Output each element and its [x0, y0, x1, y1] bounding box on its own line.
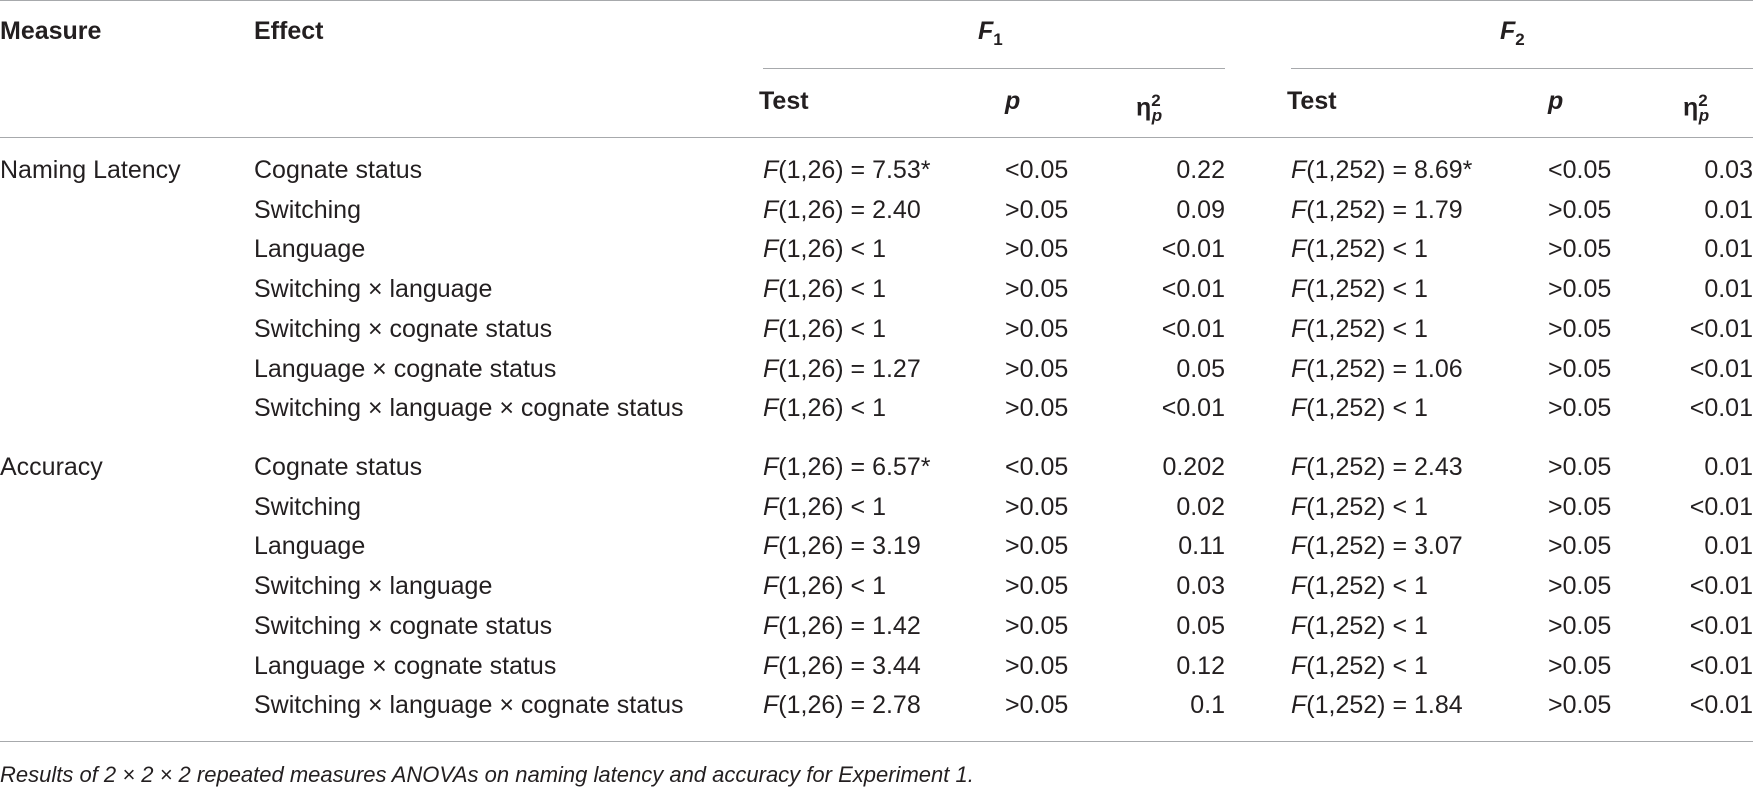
f2-test-cell: F(1,252) < 1: [1291, 493, 1428, 521]
effect-cell: Language: [254, 532, 366, 560]
f1-p-cell: >0.05: [1005, 394, 1069, 422]
f2-p-cell: >0.05: [1548, 315, 1612, 343]
effect-cell: Language: [254, 235, 366, 263]
f1-p-cell: >0.05: [1005, 493, 1069, 521]
header-f1-eta: $\eta^2_p$: [1136, 91, 1163, 126]
f1-test-cell: F(1,26) = 6.57*: [763, 453, 931, 481]
f2-p-cell: >0.05: [1548, 691, 1612, 719]
f2-p-cell: >0.05: [1548, 394, 1612, 422]
f2-eta-cell: 0.01: [1704, 532, 1753, 560]
f2-p-cell: >0.05: [1548, 612, 1612, 640]
effect-cell: Language × cognate status: [254, 652, 557, 680]
f2-eta-cell: 0.01: [1704, 235, 1753, 263]
f2-p-cell: >0.05: [1548, 196, 1612, 224]
header-measure: Measure: [0, 17, 102, 45]
f2-p-cell: >0.05: [1548, 355, 1612, 383]
f1-p-cell: >0.05: [1005, 652, 1069, 680]
f1-p-cell: <0.05: [1005, 453, 1069, 481]
f1-test-cell: F(1,26) = 3.44: [763, 652, 921, 680]
f2-eta-cell: 0.01: [1704, 275, 1753, 303]
f2-p-cell: >0.05: [1548, 453, 1612, 481]
f2-eta-cell: 0.01: [1704, 453, 1753, 481]
f1-test-cell: F(1,26) < 1: [763, 315, 886, 343]
f1-p-cell: >0.05: [1005, 532, 1069, 560]
effect-cell: Language × cognate status: [254, 355, 557, 383]
header-f1-test: Test: [759, 87, 809, 115]
f2-p-cell: >0.05: [1548, 493, 1612, 521]
f1-p-cell: >0.05: [1005, 315, 1069, 343]
f1-test-cell: F(1,26) < 1: [763, 572, 886, 600]
header-f1-p: p: [1005, 87, 1021, 115]
f2-eta-cell: 0.01: [1704, 196, 1753, 224]
f1-eta-cell: <0.01: [1161, 235, 1225, 263]
f2-p-cell: >0.05: [1548, 572, 1612, 600]
f2-eta-cell: <0.01: [1689, 355, 1753, 383]
f1-eta-cell: 0.03: [1176, 572, 1225, 600]
f2-eta-cell: <0.01: [1689, 572, 1753, 600]
f1-test-cell: F(1,26) = 1.27: [763, 355, 921, 383]
f1-test-cell: F(1,26) = 2.40: [763, 196, 921, 224]
f1-eta-cell: 0.12: [1176, 652, 1225, 680]
f2-eta-cell: <0.01: [1689, 315, 1753, 343]
header-f2: $F_2$: [1500, 17, 1525, 49]
effect-cell: Cognate status: [254, 453, 423, 481]
f2-test-cell: F(1,252) = 1.79: [1291, 196, 1463, 224]
f2-p-cell: <0.05: [1548, 156, 1612, 184]
f1-eta-cell: 0.05: [1176, 355, 1225, 383]
table-caption: Results of 2 × 2 × 2 repeated measures ANOVAs on naming latency and accuracy for Experiment 1.: [0, 762, 974, 787]
f2-eta-cell: <0.01: [1689, 493, 1753, 521]
f1-p-cell: >0.05: [1005, 235, 1069, 263]
f1-p-cell: >0.05: [1005, 196, 1069, 224]
f1-test-cell: F(1,26) < 1: [763, 275, 886, 303]
header-f2-test: Test: [1287, 87, 1337, 115]
f1-eta-cell: 0.05: [1176, 612, 1225, 640]
f1-eta-cell: 0.02: [1176, 493, 1225, 521]
f1-test-cell: F(1,26) = 1.42: [763, 612, 921, 640]
f1-group-rule: [763, 68, 1225, 69]
f2-test-cell: F(1,252) = 1.84: [1291, 691, 1463, 719]
f2-test-cell: F(1,252) = 3.07: [1291, 532, 1463, 560]
f1-p-cell: >0.05: [1005, 355, 1069, 383]
f1-test-cell: F(1,26) < 1: [763, 235, 886, 263]
f2-test-cell: F(1,252) < 1: [1291, 394, 1428, 422]
f2-eta-cell: <0.01: [1689, 612, 1753, 640]
f2-eta-cell: <0.01: [1689, 691, 1753, 719]
f1-eta-cell: 0.202: [1162, 453, 1225, 481]
f1-test-cell: F(1,26) < 1: [763, 493, 886, 521]
measure-label: Naming Latency: [0, 156, 181, 184]
f2-test-cell: F(1,252) < 1: [1291, 275, 1428, 303]
effect-cell: Switching: [254, 493, 361, 521]
f2-test-cell: F(1,252) < 1: [1291, 612, 1428, 640]
f2-test-cell: F(1,252) < 1: [1291, 235, 1428, 263]
f2-test-cell: F(1,252) < 1: [1291, 652, 1428, 680]
f2-eta-cell: 0.03: [1704, 156, 1753, 184]
effect-cell: Switching × language: [254, 572, 493, 600]
f1-p-cell: >0.05: [1005, 691, 1069, 719]
effect-cell: Switching × cognate status: [254, 315, 553, 343]
effect-cell: Switching × language: [254, 275, 493, 303]
f1-eta-cell: 0.1: [1190, 691, 1225, 719]
f2-test-cell: F(1,252) = 1.06: [1291, 355, 1463, 383]
f1-eta-cell: <0.01: [1161, 275, 1225, 303]
f2-eta-cell: <0.01: [1689, 652, 1753, 680]
f1-p-cell: >0.05: [1005, 612, 1069, 640]
f1-eta-cell: 0.22: [1176, 156, 1225, 184]
f1-eta-cell: <0.01: [1161, 394, 1225, 422]
f1-p-cell: >0.05: [1005, 275, 1069, 303]
f1-eta-cell: 0.09: [1176, 196, 1225, 224]
f1-p-cell: >0.05: [1005, 572, 1069, 600]
f2-test-cell: F(1,252) < 1: [1291, 572, 1428, 600]
f1-p-cell: <0.05: [1005, 156, 1069, 184]
f2-p-cell: >0.05: [1548, 532, 1612, 560]
f2-group-rule: [1291, 68, 1753, 69]
effect-cell: Cognate status: [254, 156, 423, 184]
effect-cell: Switching: [254, 196, 361, 224]
effect-cell: Switching × cognate status: [254, 612, 553, 640]
measure-label: Accuracy: [0, 453, 103, 481]
f2-test-cell: F(1,252) = 2.43: [1291, 453, 1463, 481]
f1-eta-cell: 0.11: [1178, 532, 1225, 560]
effect-cell: Switching × language × cognate status: [254, 394, 684, 422]
f1-test-cell: F(1,26) = 2.78: [763, 691, 921, 719]
f1-test-cell: F(1,26) < 1: [763, 394, 886, 422]
top-rule: [0, 0, 1753, 1]
f2-p-cell: >0.05: [1548, 275, 1612, 303]
header-f1: $F_1$: [978, 17, 1003, 49]
header-effect: Effect: [254, 17, 324, 45]
f2-p-cell: >0.05: [1548, 652, 1612, 680]
header-bottom-rule: [0, 137, 1753, 138]
f1-test-cell: F(1,26) = 3.19: [763, 532, 921, 560]
table-bottom-rule: [0, 741, 1753, 742]
header-f2-p: p: [1548, 87, 1564, 115]
f2-eta-cell: <0.01: [1689, 394, 1753, 422]
f1-eta-cell: <0.01: [1161, 315, 1225, 343]
f1-test-cell: F(1,26) = 7.53*: [763, 156, 931, 184]
header-f2-eta: $\eta^2_p$: [1683, 91, 1710, 126]
f2-test-cell: F(1,252) = 8.69*: [1291, 156, 1473, 184]
effect-cell: Switching × language × cognate status: [254, 691, 684, 719]
f2-p-cell: >0.05: [1548, 235, 1612, 263]
f2-test-cell: F(1,252) < 1: [1291, 315, 1428, 343]
